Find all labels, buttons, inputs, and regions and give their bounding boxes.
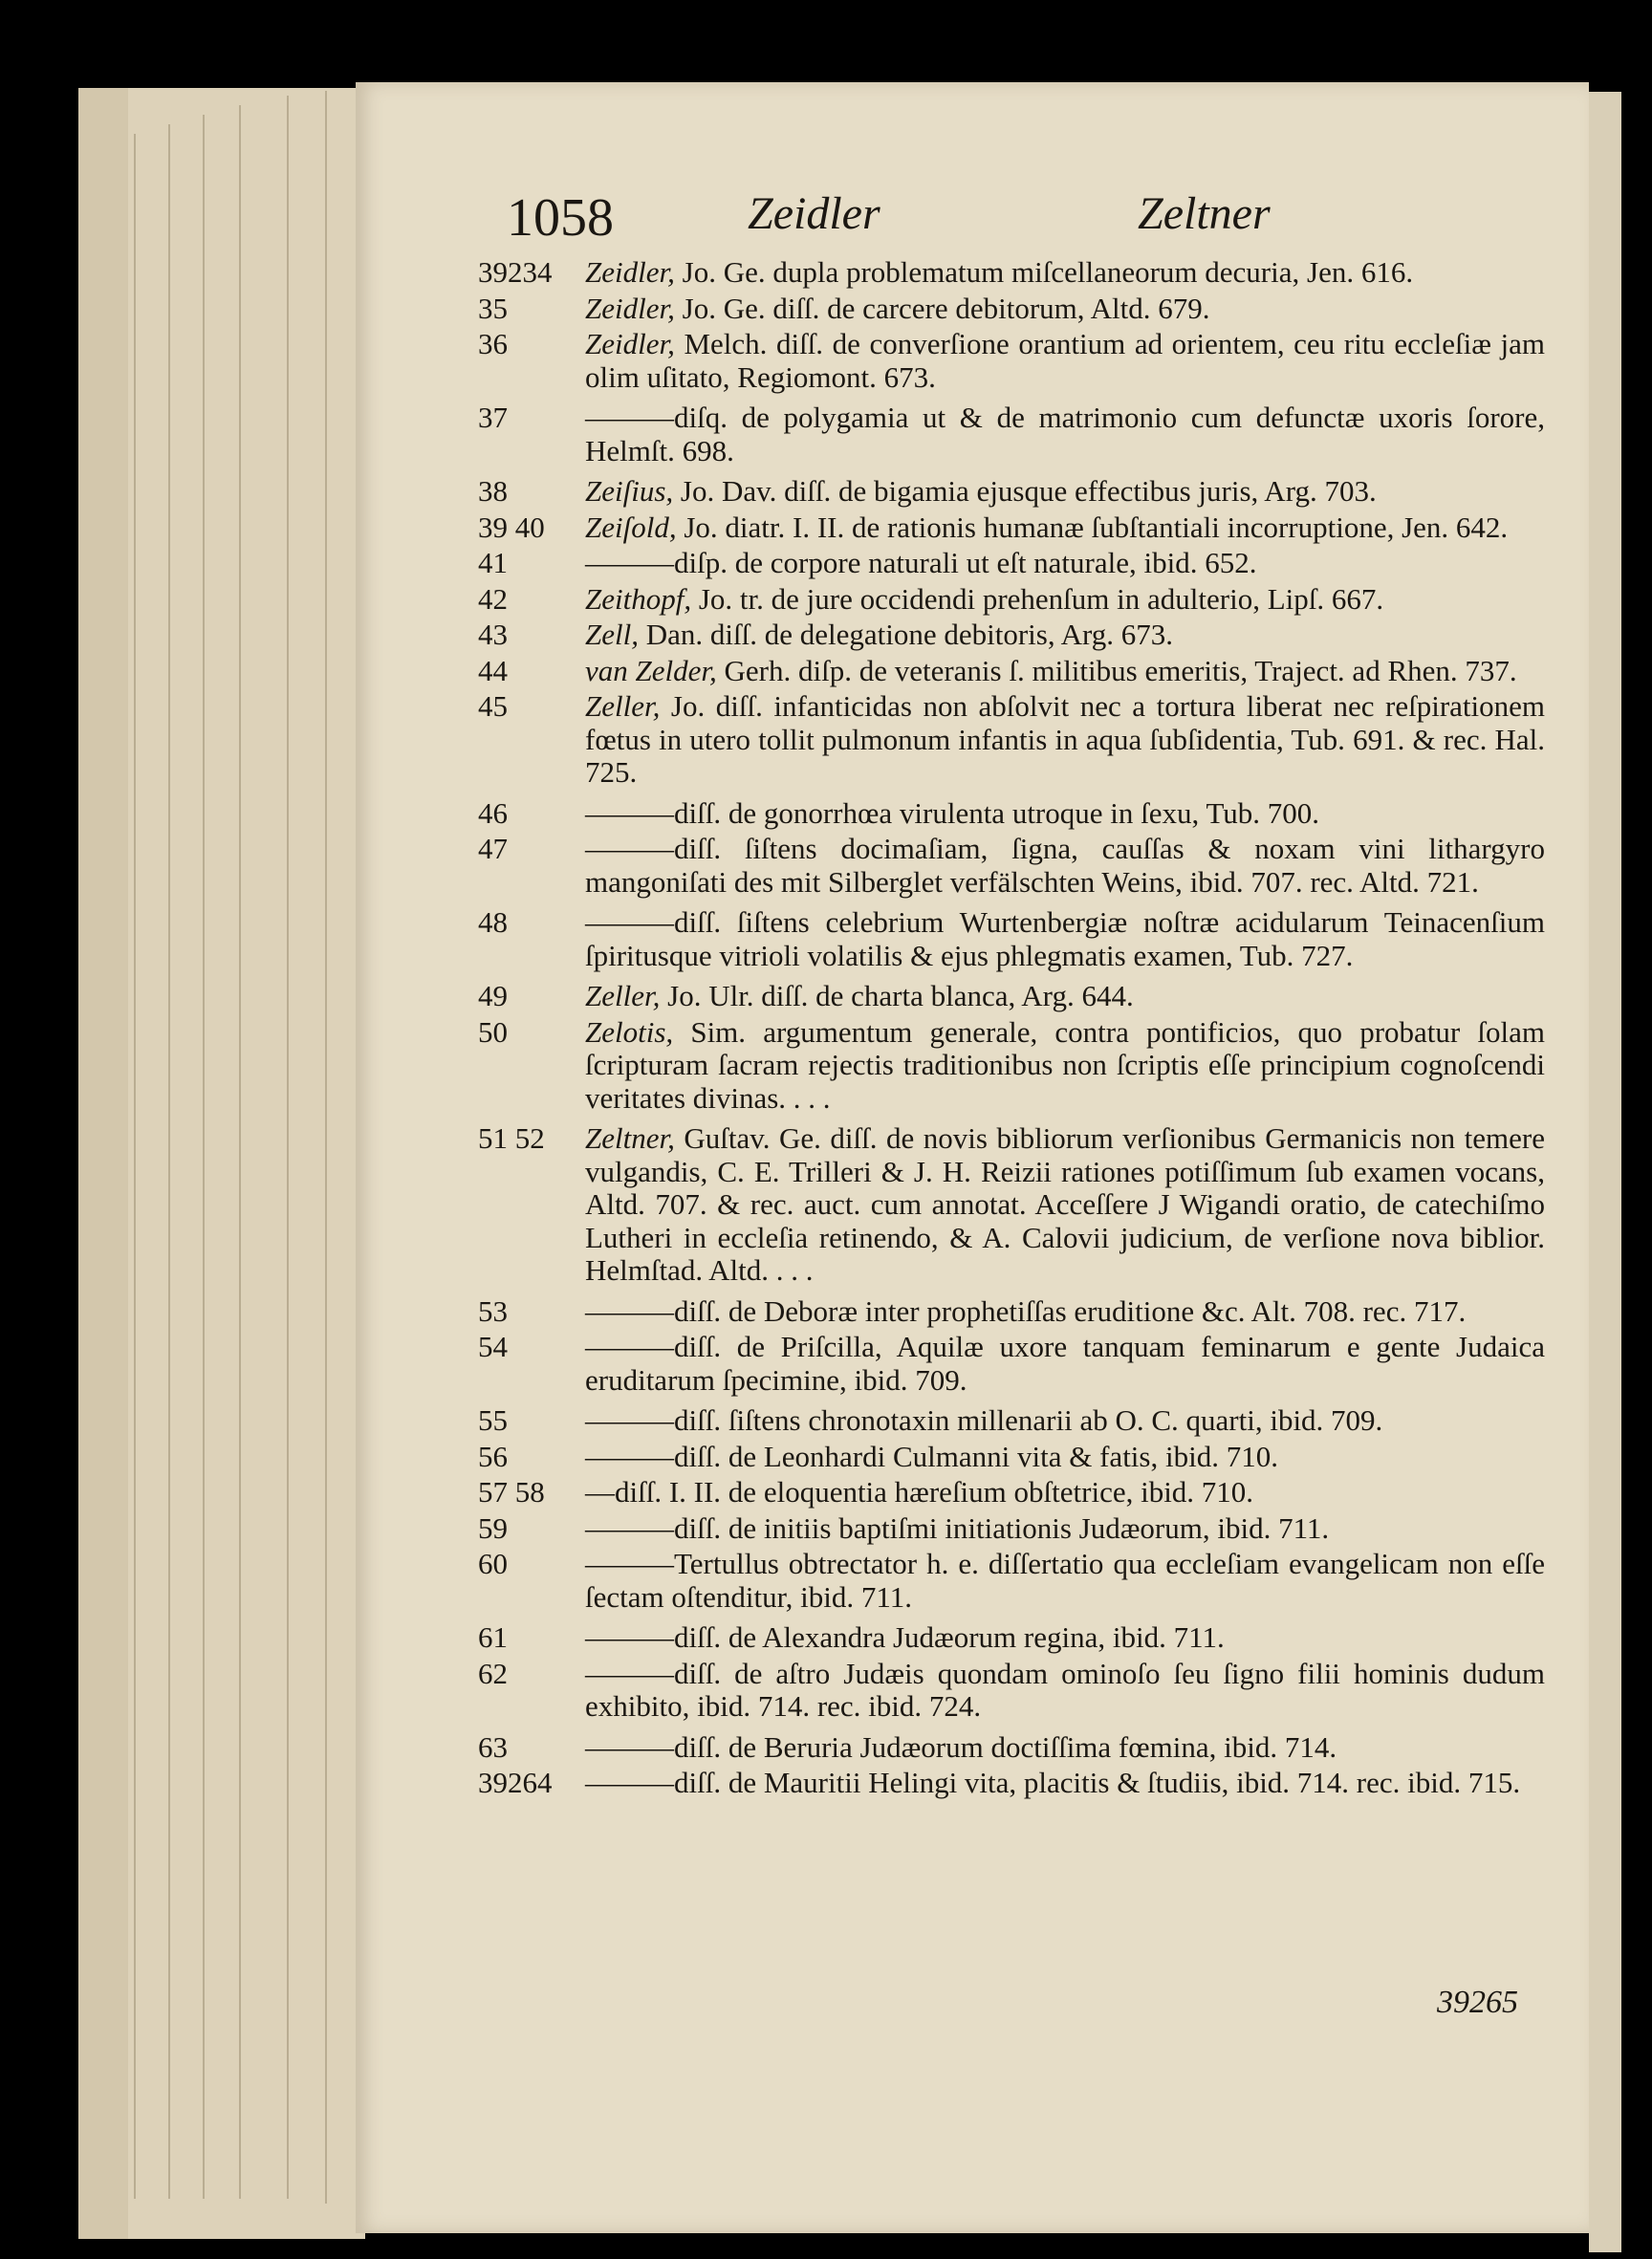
entry-number: 54 xyxy=(478,1330,508,1363)
entry-text: ———diſſ. ſiſtens docimaſiam, ſigna, cauſſas & noxam vini lithargyro mangoniſati des mit Silberglet verfälschten Weins, ibid. 707. rec. Altd. 721. xyxy=(585,832,1545,899)
entry xyxy=(478,402,1545,467)
right-page-rim xyxy=(1589,92,1621,2252)
entry-body xyxy=(585,583,1545,617)
entry-text: Jo. Ulr. diſſ. de charta blanca, Arg. 644. xyxy=(660,979,1134,1012)
entry-body xyxy=(585,1295,1545,1329)
entry-body xyxy=(585,1122,1545,1288)
entry-body xyxy=(585,906,1545,972)
entry-author: Zeltner, xyxy=(585,1121,675,1155)
entry-author: Zeller, xyxy=(585,979,661,1012)
entry-author: Zeithopf, xyxy=(585,581,692,616)
entry-text: —diſſ. I. II. de eloquentia hæreſium obſtetrice, ibid. 710. xyxy=(585,1475,1254,1509)
entry-text: Jo. Ge. dupla problematum miſcellaneorum decuria, Jen. 616. xyxy=(674,255,1414,289)
bibliography-entries xyxy=(478,256,1545,1808)
entry-number: 37 xyxy=(478,401,508,434)
entry-body xyxy=(585,1548,1545,1614)
entry-text: ———diſſ. de aſtro Judæis quondam ominoſo ſeu ſigno filii hominis dudum exhibito, ibid. 714. rec. ibid. 724. xyxy=(585,1656,1545,1723)
entry-text: ———Tertullus obtrectator h. e. diſſertatio qua eccleſiam evangelicam non eſſe ſectam oſtenditur, ibid. 711. xyxy=(585,1547,1545,1614)
entry-body xyxy=(585,1016,1545,1116)
entry xyxy=(478,1476,1545,1510)
entry-text: ———diſſ. de Beruria Judæorum doctiſſima fœmina, ibid. 714. xyxy=(585,1729,1337,1764)
entry-text: Jo. diſſ. infanticidas non abſolvit nec a tortura liberat nec reſpirationem fœtus in utero tollit pulmonum infantis in aqua ſubſidentia, Tub. 691. & rec. Hal. 725. xyxy=(585,689,1545,789)
entry-author: Zell, xyxy=(585,618,639,651)
entry-text: ———diſq. de polygamia ut & de matrimonio cum defunctæ uxoris ſorore, Helmſt. 698. xyxy=(585,401,1545,467)
entry-number: 41 xyxy=(478,546,508,579)
entry-author: Zeidler, xyxy=(585,255,675,289)
entry-number: 36 xyxy=(478,327,508,360)
entry xyxy=(478,328,1545,394)
entry-body xyxy=(585,475,1545,509)
entry-text: ———diſp. de corpore naturali ut eſt naturale, ibid. 652. xyxy=(585,546,1257,579)
page-edge-line xyxy=(134,134,136,2199)
entry-number: 53 xyxy=(478,1293,508,1328)
entry xyxy=(478,655,1545,688)
entry-number: 57 58 xyxy=(478,1475,545,1509)
page-edge-line xyxy=(203,115,205,2199)
entry-text: Jo. Ge. diſſ. de carcere debitorum, Altd. 679. xyxy=(674,291,1210,325)
page-number: 1058 xyxy=(507,188,614,248)
entry xyxy=(478,256,1545,290)
entry xyxy=(478,1331,1545,1397)
running-head-left: Zeidler xyxy=(748,188,880,239)
entry-body xyxy=(585,1512,1545,1546)
entry-number: 50 xyxy=(478,1014,508,1049)
entry-text: ———diſſ. de Mauritii Helingi vita, placitis & ſtudiis, ibid. 714. rec. ibid. 715. xyxy=(585,1766,1521,1799)
entry xyxy=(478,1767,1545,1800)
entry-author: van Zelder, xyxy=(585,653,717,687)
entry-body xyxy=(585,511,1545,545)
entry-number: 39264 xyxy=(478,1766,553,1799)
entry xyxy=(478,583,1545,617)
entry-body xyxy=(585,690,1545,790)
entry-number: 47 xyxy=(478,832,508,865)
entry-text: ———diſſ. ſiſtens celebrium Wurtenbergiæ noſtræ acidularum Teinacenſium ſpiritusque vitrioli volatilis & ejus phlegmatis examen, Tub. 727. xyxy=(585,905,1545,972)
entry-number: 38 xyxy=(478,474,508,508)
entry-body xyxy=(585,1331,1545,1397)
entry-author: Zeiſold, xyxy=(585,510,677,544)
entry-body xyxy=(585,402,1545,467)
entry-author: Zeller, xyxy=(585,689,661,723)
entry xyxy=(478,1512,1545,1546)
entry-number: 49 xyxy=(478,979,508,1012)
entry-body xyxy=(585,1404,1545,1438)
entry-number: 35 xyxy=(478,291,508,325)
entry-number: 62 xyxy=(478,1656,508,1690)
entry xyxy=(478,1621,1545,1655)
entry-text: Dan. diſſ. de delegatione debitoris, Arg. 673. xyxy=(638,618,1174,651)
catchword: 39265 xyxy=(1437,1985,1518,2020)
entry-body xyxy=(585,1731,1545,1765)
entry-number: 61 xyxy=(478,1620,508,1654)
entry xyxy=(478,980,1545,1013)
page-edge-line xyxy=(168,124,170,2199)
entry-text: Jo. tr. de jure occidendi prehenſum in adulterio, Lipſ. 667. xyxy=(691,581,1384,616)
entry-body xyxy=(585,1658,1545,1724)
entry-text: Jo. Dav. diſſ. de bigamia ejusque effectibus juris, Arg. 703. xyxy=(673,474,1377,508)
entry-author: Zeiſius, xyxy=(585,474,674,508)
entry-body xyxy=(585,980,1545,1013)
entry-body xyxy=(585,655,1545,688)
entry-number: 48 xyxy=(478,905,508,939)
entry xyxy=(478,690,1545,790)
entry-body xyxy=(585,833,1545,899)
entry-body xyxy=(585,1476,1545,1510)
entry-text: ———diſſ. ſiſtens chronotaxin millenarii ab O. C. quarti, ibid. 709. xyxy=(585,1403,1383,1437)
page-edge-line xyxy=(325,91,327,2204)
entry-text: ———diſſ. de initiis baptiſmi initiationis Judæorum, ibid. 711. xyxy=(585,1510,1330,1545)
entry-author: Zeidler, xyxy=(585,291,675,325)
entry-text: Jo. diatr. I. II. de rationis humanæ ſubſtantiali incorruptione, Jen. 642. xyxy=(676,510,1509,544)
entry-body xyxy=(585,328,1545,394)
entry xyxy=(478,1122,1545,1288)
entry xyxy=(478,511,1545,545)
entry-number: 59 xyxy=(478,1510,508,1545)
entry-body xyxy=(585,1441,1545,1474)
entry-number: 39234 xyxy=(478,255,553,289)
entry xyxy=(478,1441,1545,1474)
entry xyxy=(478,1016,1545,1116)
entry xyxy=(478,547,1545,580)
entry xyxy=(478,1295,1545,1329)
entry-author: Zelotis, xyxy=(585,1014,674,1049)
entry-body xyxy=(585,797,1545,831)
entry xyxy=(478,1731,1545,1765)
entry-number: 55 xyxy=(478,1403,508,1437)
entry-body xyxy=(585,1767,1545,1800)
entry-author: Zeidler, xyxy=(585,327,675,360)
entry-number: 63 xyxy=(478,1729,508,1764)
entry-number: 39 40 xyxy=(478,510,545,544)
entry-text: ———diſſ. de gonorrhœa virulenta utroque in ſexu, Tub. 700. xyxy=(585,795,1320,830)
entry xyxy=(478,906,1545,972)
entry xyxy=(478,1658,1545,1724)
entry-number: 60 xyxy=(478,1547,508,1580)
entry-body xyxy=(585,1621,1545,1655)
entry-number: 51 52 xyxy=(478,1121,545,1155)
entry xyxy=(478,797,1545,831)
entry-body xyxy=(585,547,1545,580)
entry-body xyxy=(585,293,1545,326)
entry-number: 45 xyxy=(478,689,508,723)
page-edge-line xyxy=(239,105,241,2199)
entry-text: Sim. argumentum generale, contra pontificios, quo probatur ſolam ſcripturam ſacram rejectis traditionibus non ſcriptis eſſe principium cognoſcendi veritates divinas. . . . xyxy=(585,1014,1545,1115)
page-edge-line xyxy=(287,96,289,2199)
entry-text: Melch. diſſ. de converſione orantium ad orientem, ceu ritu eccleſiæ jam olim uſitato, Regiomont. 673. xyxy=(585,327,1545,394)
entry-text: ———diſſ. de Alexandra Judæorum regina, ibid. 711. xyxy=(585,1620,1225,1654)
entry xyxy=(478,475,1545,509)
entry-number: 44 xyxy=(478,653,508,687)
entry-text: ———diſſ. de Priſcilla, Aquilæ uxore tanquam feminarum e gente Judaica eruditarum ſpecimine, ibid. 709. xyxy=(585,1330,1545,1397)
entry xyxy=(478,1548,1545,1614)
entry xyxy=(478,619,1545,652)
entry-body xyxy=(585,256,1545,290)
entry-number: 43 xyxy=(478,618,508,651)
left-board xyxy=(78,88,128,2239)
entry-number: 56 xyxy=(478,1439,508,1473)
entry-text: ———diſſ. de Deboræ inter prophetiſſas eruditione &c. Alt. 708. rec. 717. xyxy=(585,1293,1467,1328)
entry xyxy=(478,293,1545,326)
entry xyxy=(478,833,1545,899)
entry-body xyxy=(585,619,1545,652)
entry-number: 46 xyxy=(478,795,508,830)
entry-text: Guſtav. Ge. diſſ. de novis bibliorum verſionibus Germanicis non temere vulgandis, C. E. Trilleri & J. H. Reizii rationes potiſſimum ſub examen vocans, Altd. 707. & rec. auct. cum annotat. Acceſſere J Wigandi oratio, de catechiſmo Lutheri in eccleſia retinendo, & A. Calovii judicium, de verſione nova biblior. Helmſtad. Altd. . . . xyxy=(585,1121,1545,1287)
entry-text: Gerh. diſp. de veteranis ſ. militibus emeritis, Traject. ad Rhen. 737. xyxy=(716,653,1517,687)
running-head-right: Zeltner xyxy=(1138,188,1271,239)
entry xyxy=(478,1404,1545,1438)
entry-number: 42 xyxy=(478,581,508,616)
entry-text: ———diſſ. de Leonhardi Culmanni vita & fatis, ibid. 710. xyxy=(585,1439,1278,1473)
